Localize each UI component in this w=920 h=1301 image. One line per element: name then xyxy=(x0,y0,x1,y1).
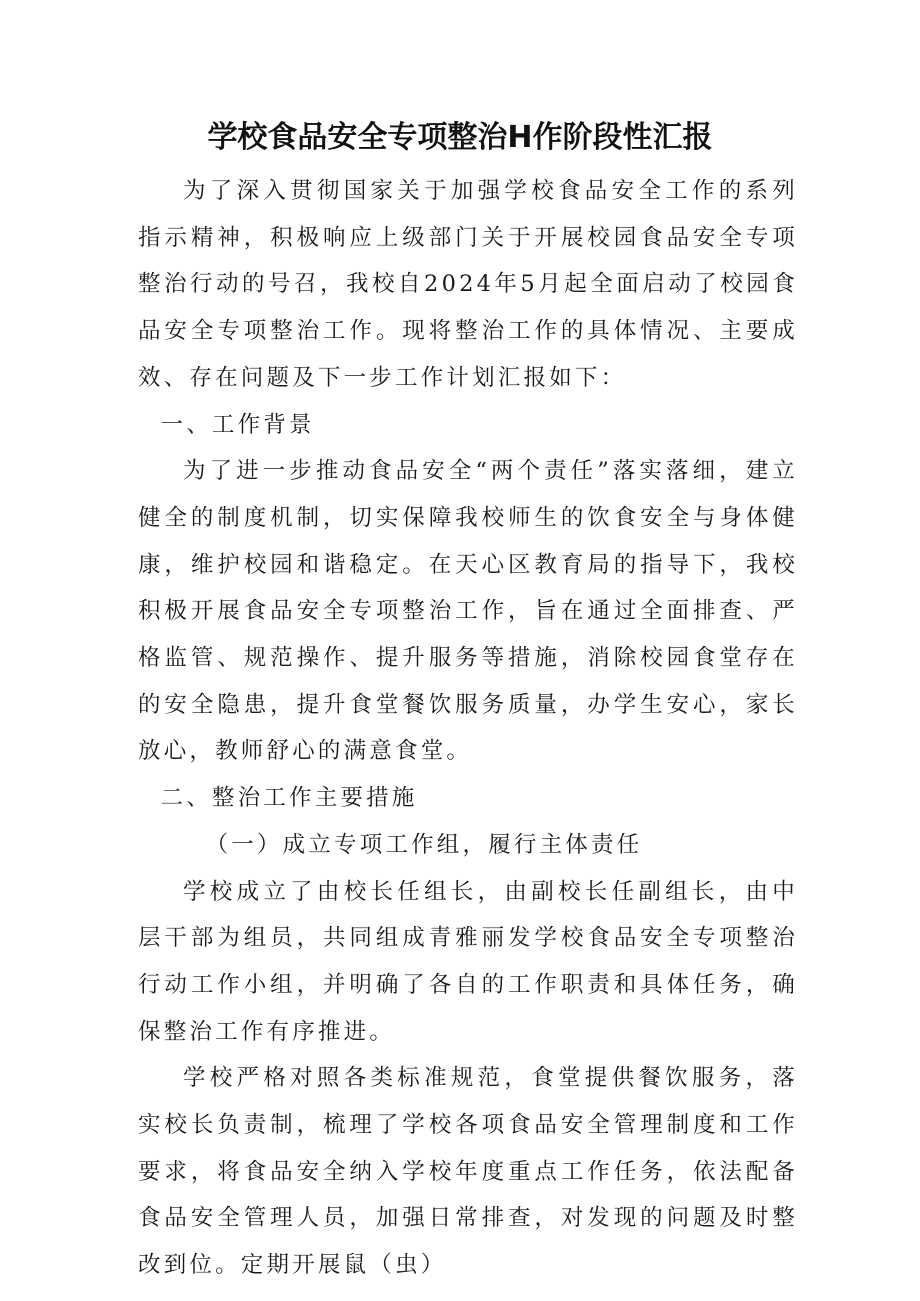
section-heading-measures: 二、整治工作主要措施 xyxy=(160,785,418,812)
document-body xyxy=(138,168,798,1289)
background-paragraph: 为了进一步推动食品安全“两个责任”落实落细，建立健全的制度机制，切实保障我校师生的饮食安全与身体健康，维护校园和谐稳定。在天心区教育局的指导下，我校积极开展食品安全专项整治工作，旨在通过全面排查、严格监管、规范操作、提升服务等措施，消除校园食堂存在的安全隐患，提升食堂餐饮服务质量，办学生安心，家长放心，教师舒心的满意食堂。 xyxy=(138,458,798,765)
document-title: 学校食品安全专项整治H作阶段性汇报 xyxy=(207,120,713,155)
subsection-heading-workgroup: （一）成立专项工作组，履行主体责任 xyxy=(205,831,643,858)
intro-paragraph: 为了深入贯彻国家关于加强学校食品安全工作的系列指示精神，积极响应上级部门关于开展校园食品安全专项整治行动的号召，我校自2024年5月起全面启动了校园食品安全专项整治工作。现将整治工作的具体情况、主要成效、存在问题及下一步工作计划汇报如下： xyxy=(138,178,798,391)
section-heading-background: 一、工作背景 xyxy=(160,411,315,438)
standards-paragraph: 学校严格对照各类标准规范，食堂提供餐饮服务，落实校长负责制，梳理了学校各项食品安全管理制度和工作要求，将食品安全纳入学校年度重点工作任务，依法配备食品安全管理人员，加强日常排查，对发现的问题及时整改到位。定期开展鼠（虫） xyxy=(138,1065,798,1279)
workgroup-paragraph: 学校成立了由校长任组长，由副校长任副组长，由中层干部为组员，共同组成青雅丽发学校食品安全专项整治行动工作小组，并明确了各自的工作职责和具体任务，确保整治工作有序推进。 xyxy=(138,878,798,1045)
